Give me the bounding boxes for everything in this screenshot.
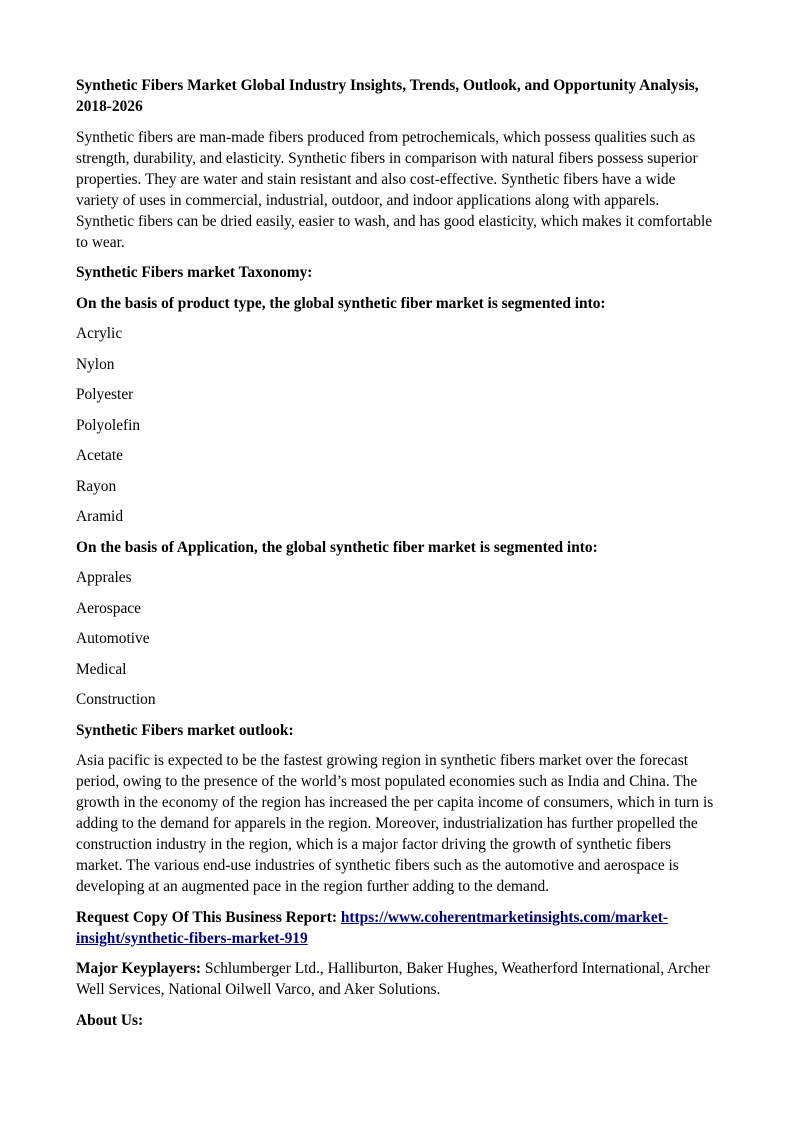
list-item: Aramid [76,508,124,525]
list-item: Construction [76,691,156,708]
list-item: Polyester [76,386,134,403]
application-list [76,567,721,710]
about-us-heading: About Us: [76,1011,144,1029]
outlook-paragraph: Asia pacific is expected to be the fastest growing region in synthetic fibers market over the forecast period, owing to the presence of the world’s most populated economies such as India and China. The growth in the economy of the region has increased the per capita income of consumers, which in turn is adding to the demand for apparels in the region. Moreover, industrialization has further propelled the construction industry in the region, which is a major factor driving the growth of synthetic fibers market. The various end-use industries of synthetic fibers such as the automotive and aerospace is developing at an augmented pace in the region further adding to the demand. [76,752,714,895]
request-copy-label: Request Copy Of This Business Report: [76,908,337,926]
list-item: Polyolefin [76,416,141,434]
taxonomy-heading: Synthetic Fibers market Taxonomy: [76,264,313,281]
outlook-heading: Synthetic Fibers market outlook: [76,721,294,739]
list-item: Nylon [76,355,115,373]
list-item: Medical [76,660,127,678]
list-item: Rayon [76,477,117,495]
intro-paragraph: Synthetic fibers are man-made fibers produced from petrochemicals, which possess qualities such as strength, durability, and elasticity. Synthetic fibers in comparison with natural fibers possess superior properties. They are water and stain resistant and also cost-effective. Synthetic fibers have a wide variety of uses in commercial, industrial, outdoor, and indoor applications along with apparels. Synthetic fibers can be dried easily, easier to wash, and has good elasticity, which makes it comfortable to wear. [76,128,713,251]
list-item: Acetate [76,447,123,464]
product-type-list [76,323,721,527]
document-page [76,75,721,1040]
application-heading: On the basis of Application, the global synthetic fiber market is segmented into: [76,538,598,556]
keyplayers-paragraph [76,958,721,1000]
list-item: Aerospace [76,599,141,617]
list-item: Acrylic [76,325,123,342]
list-item: Apprales [76,569,132,586]
document-title: Synthetic Fibers Market Global Industry Insights, Trends, Outlook, and Opportunity Analysis, 2018-2026 [76,77,699,115]
report-link[interactable]: https://www.coherentmarketinsights.com/market-insight/synthetic-fibers-market-919 [76,908,668,947]
keyplayers-label: Major Keyplayers: [76,960,201,977]
product-type-heading: On the basis of product type, the global synthetic fiber market is segmented into: [76,294,606,312]
keyplayers-text: Schlumberger Ltd., Halliburton, Baker Hughes, Weatherford International, Archer Well Services, National Oilwell Varco, and Aker Solutions. [76,960,710,998]
request-copy-paragraph [76,907,721,949]
list-item: Automotive [76,630,150,647]
